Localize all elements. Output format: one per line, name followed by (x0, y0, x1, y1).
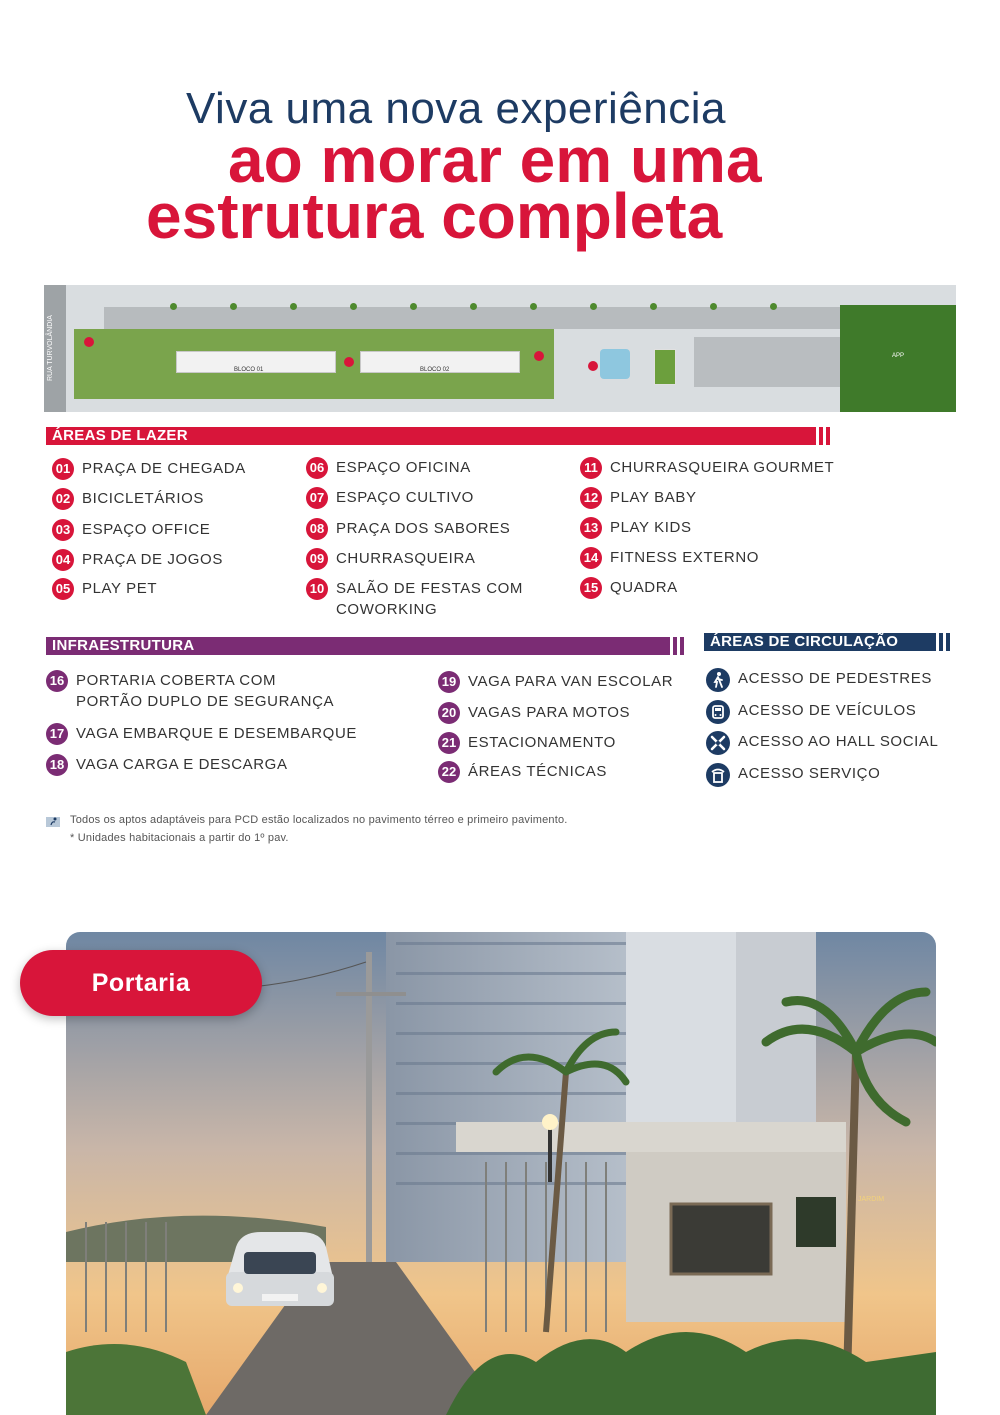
infra-item-21 (438, 732, 616, 754)
item-label-line-2: PORTÃO DUPLO DE SEGURANÇA (76, 693, 335, 710)
tree (710, 303, 717, 310)
lazer-item-12 (580, 487, 697, 509)
item-label: ACESSO SERVIÇO (738, 765, 881, 782)
item-number: 21 (438, 732, 460, 754)
lazer-item-01 (52, 458, 246, 480)
bar-stripes (812, 427, 836, 445)
item-label: ESPAÇO OFFICE (82, 521, 211, 538)
lazer-item-02 (52, 488, 204, 510)
item-label: BICICLETÁRIOS (82, 490, 204, 507)
item-number: 09 (306, 548, 328, 570)
tree (410, 303, 417, 310)
lazer-item-08 (306, 518, 510, 540)
lazer-item-06 (306, 457, 471, 479)
item-label: VAGAS PARA MOTOS (468, 704, 631, 721)
door-icon (706, 763, 730, 787)
accessibility-icon (46, 815, 60, 827)
tree (650, 303, 657, 310)
internal-road (104, 307, 884, 329)
lazer-section-title: ÁREAS DE LAZER (52, 427, 188, 444)
lazer-item-15 (580, 577, 678, 599)
item-number: 16 (46, 670, 68, 692)
tree (530, 303, 537, 310)
app-label: APP (892, 353, 905, 359)
infra-section-bar (46, 637, 690, 655)
item-label: CHURRASQUEIRA (336, 550, 476, 567)
heading-line-2: ao morar em uma (228, 124, 762, 196)
item-label-line-1: PORTARIA COBERTA COM (76, 672, 277, 689)
pool (600, 349, 630, 379)
infra-item-22 (438, 761, 607, 783)
lazer-item-07 (306, 487, 474, 509)
item-number: 10 (306, 578, 328, 600)
item-number: 19 (438, 671, 460, 693)
lazer-item-11 (580, 457, 834, 479)
plan-marker (84, 337, 94, 347)
item-label: ACESSO DE PEDESTRES (738, 670, 932, 687)
infra-item-19 (438, 671, 673, 693)
item-number: 01 (52, 458, 74, 480)
item-number: 20 (438, 702, 460, 724)
lazer-section-bar (46, 427, 836, 445)
item-number: 13 (580, 517, 602, 539)
footnote-line-1: Todos os aptos adaptáveis para PCD estão localizados no pavimento térreo e primeiro pavimento. (70, 814, 568, 826)
tree (230, 303, 237, 310)
item-number: 07 (306, 487, 328, 509)
street-label: RUA TURVOLÂNDIA (47, 315, 54, 381)
lazer-item-09 (306, 548, 475, 570)
tools-icon (706, 731, 730, 755)
item-number: 22 (438, 761, 460, 783)
item-label (336, 578, 523, 620)
item-label: ACESSO DE VEÍCULOS (738, 702, 917, 719)
item-number: 05 (52, 578, 74, 600)
bar-stripes (932, 633, 956, 651)
item-label: ESPAÇO CULTIVO (336, 489, 474, 506)
sports-court (654, 349, 676, 385)
item-number: 03 (52, 519, 74, 541)
item-label: PLAY KIDS (610, 519, 692, 536)
tree (590, 303, 597, 310)
plan-marker (344, 357, 354, 367)
lazer-item-03 (52, 519, 210, 541)
tree (470, 303, 477, 310)
item-label: PRAÇA DE JOGOS (82, 551, 223, 568)
item-label: FITNESS EXTERNO (610, 549, 760, 566)
site-plan-image (44, 285, 956, 412)
tree (770, 303, 777, 310)
item-label: ACESSO AO HALL SOCIAL (738, 733, 939, 750)
infra-item-20 (438, 702, 630, 724)
bloco-01-label: BLOCO 01 (234, 367, 264, 373)
circulacao-item-veiculos (706, 700, 916, 724)
portaria-caption-pill: Portaria (20, 950, 262, 1016)
item-label-line-1: SALÃO DE FESTAS COM (336, 580, 523, 597)
plan-marker (534, 351, 544, 361)
item-label: QUADRA (610, 579, 678, 596)
tree (170, 303, 177, 310)
item-label: PRAÇA DE CHEGADA (82, 460, 246, 477)
circulacao-item-pedestres (706, 668, 932, 692)
lazer-item-10 (306, 578, 523, 620)
lazer-item-05 (52, 578, 157, 600)
item-number: 08 (306, 518, 328, 540)
pedestrian-icon (706, 668, 730, 692)
circulacao-item-hall-social (706, 731, 938, 755)
lazer-item-14 (580, 547, 759, 569)
infra-item-16 (46, 670, 334, 712)
item-label: PLAY PET (82, 580, 158, 597)
bar-stripes (666, 637, 690, 655)
item-label (76, 670, 334, 712)
item-number: 12 (580, 487, 602, 509)
item-number: 17 (46, 723, 68, 745)
lazer-item-04 (52, 549, 223, 571)
tree (350, 303, 357, 310)
bloco-02-label: BLOCO 02 (420, 367, 450, 373)
infra-section-title: INFRAESTRUTURA (52, 637, 195, 654)
item-number: 11 (580, 457, 602, 479)
item-number: 06 (306, 457, 328, 479)
item-label: VAGA PARA VAN ESCOLAR (468, 673, 674, 690)
lazer-item-13 (580, 517, 692, 539)
item-label: VAGA EMBARQUE E DESEMBARQUE (76, 725, 357, 742)
circulacao-section-title: ÁREAS DE CIRCULAÇÃO (710, 633, 899, 650)
item-label: VAGA CARGA E DESCARGA (76, 756, 288, 773)
tree (290, 303, 297, 310)
circulacao-item-servico (706, 763, 880, 787)
item-label: PLAY BABY (610, 489, 697, 506)
item-label: ÁREAS TÉCNICAS (468, 763, 607, 780)
heading-line-1: Viva uma nova experiência (186, 84, 727, 133)
circulacao-section-bar (704, 633, 956, 651)
item-number: 02 (52, 488, 74, 510)
item-label: ESPAÇO OFICINA (336, 459, 471, 476)
infra-item-18 (46, 754, 288, 776)
item-number: 14 (580, 547, 602, 569)
item-label: CHURRASQUEIRA GOURMET (610, 459, 835, 476)
item-number: 18 (46, 754, 68, 776)
plan-marker (588, 361, 598, 371)
item-number: 15 (580, 577, 602, 599)
item-number: 04 (52, 549, 74, 571)
footnote-line-2: * Unidades habitacionais a partir do 1º pav. (70, 832, 289, 844)
infra-item-17 (46, 723, 357, 745)
hero-heading (0, 0, 1000, 260)
car-icon (706, 700, 730, 724)
item-label: PRAÇA DOS SABORES (336, 520, 511, 537)
heading-line-3: estrutura completa (146, 180, 723, 252)
item-label-line-2: COWORKING (336, 601, 438, 618)
item-label: ESTACIONAMENTO (468, 734, 616, 751)
gatehouse-sign: JARDIM (858, 1196, 885, 1203)
